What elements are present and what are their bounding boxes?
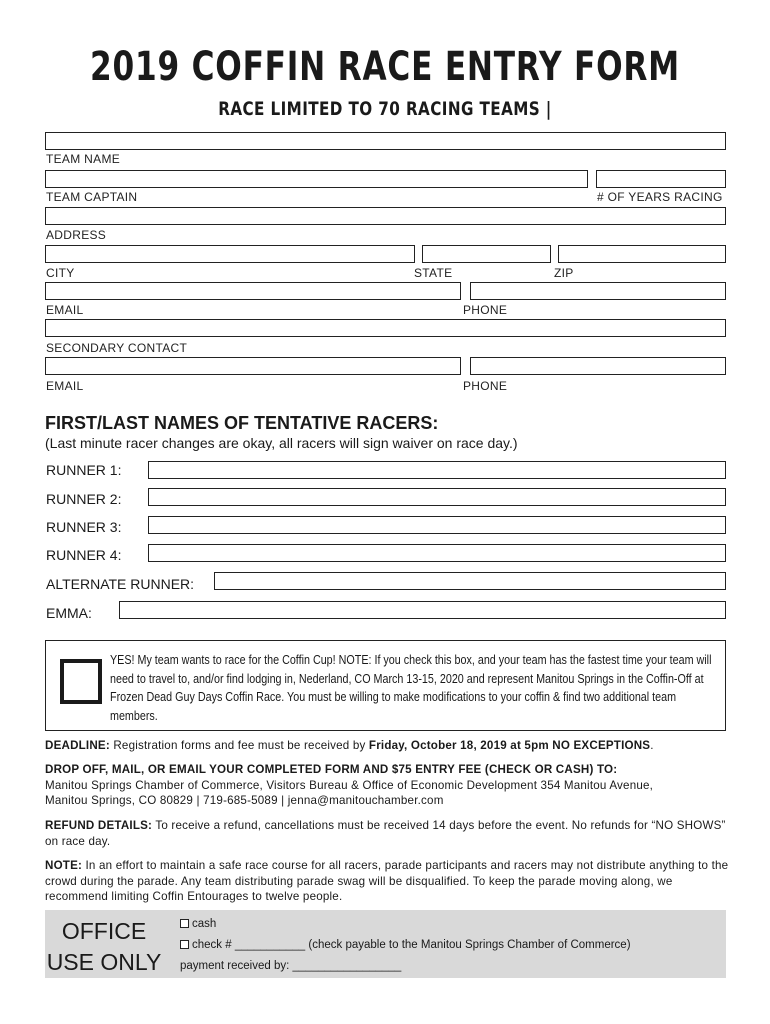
team-name-field[interactable] [45, 132, 726, 150]
state-field[interactable] [422, 245, 551, 263]
refund-label: REFUND DETAILS: [45, 819, 153, 832]
dropoff-paragraph [45, 762, 735, 809]
dropoff-line2: Manitou Springs, CO 80829 | 719-685-5089 | jenna@manitouchamber.com [45, 794, 444, 807]
runner-1-label: RUNNER 1: [46, 462, 122, 478]
refund-text: To receive a refund, cancellations must be received 14 days before the event. No refunds for “NO SHOWS” on race day. [45, 819, 726, 848]
cash-label: cash [192, 918, 217, 930]
check-label: check # ___________ (check payable to the Manitou Springs Chamber of Commerce) [192, 939, 631, 951]
check-checkbox[interactable] [180, 940, 189, 949]
team-captain-field[interactable] [45, 170, 588, 188]
emma-label: EMMA: [46, 605, 92, 621]
team-captain-label: TEAM CAPTAIN [46, 190, 138, 204]
runner-3-field[interactable] [148, 516, 726, 534]
deadline-end: . [650, 739, 654, 752]
phone-label: PHONE [463, 303, 508, 317]
secondary-phone-field[interactable] [470, 357, 726, 375]
note-paragraph [45, 858, 735, 905]
emma-field[interactable] [119, 601, 726, 619]
deadline-label: DEADLINE: [45, 739, 110, 752]
office-use-lines [180, 914, 631, 977]
check-option [180, 935, 631, 956]
racers-heading: FIRST/LAST NAMES OF TENTATIVE RACERS: [45, 413, 439, 433]
zip-label: ZIP [554, 266, 574, 280]
office-use-label [45, 916, 163, 978]
phone-field[interactable] [470, 282, 726, 300]
racers-note: (Last minute racer changes are okay, all racers will sign waiver on race day.) [45, 435, 518, 451]
secondary-contact-label: SECONDARY CONTACT [46, 341, 188, 355]
note-text: In an effort to maintain a safe race course for all racers, parade participants and racers may not distribute anything to the crowd during the parade. Any team distributing parade swag will be disqualified. To keep the parade moving along, we recommend limiting Coffin Entourages to twelve people. [45, 859, 729, 903]
refund-paragraph [45, 818, 735, 849]
email-field[interactable] [45, 282, 461, 300]
cash-option [180, 914, 631, 935]
alternate-runner-label: ALTERNATE RUNNER: [46, 576, 195, 592]
alternate-runner-field[interactable] [214, 572, 726, 590]
form-subtitle: RACE LIMITED TO 70 RACING TEAMS | [218, 98, 552, 120]
dropoff-line1: Manitou Springs Chamber of Commerce, Visitors Bureau & Office of Economic Development 354 Manitou Avenue, [45, 778, 654, 792]
state-label: STATE [414, 266, 453, 280]
office-label-line2: USE ONLY [46, 949, 162, 975]
address-field[interactable] [45, 207, 726, 225]
years-racing-field[interactable] [596, 170, 726, 188]
secondary-contact-field[interactable] [45, 319, 726, 337]
secondary-phone-label: PHONE [463, 379, 508, 393]
runner-2-field[interactable] [148, 488, 726, 506]
coffin-cup-option [45, 640, 726, 731]
city-field[interactable] [45, 245, 415, 263]
years-racing-label: # OF YEARS RACING [597, 190, 723, 204]
city-label: CITY [46, 266, 75, 280]
office-use-panel [45, 910, 726, 978]
office-label-line1: OFFICE [61, 918, 147, 944]
runner-3-label: RUNNER 3: [46, 519, 122, 535]
secondary-email-field[interactable] [45, 357, 461, 375]
secondary-email-label: EMAIL [46, 379, 84, 393]
runner-1-field[interactable] [148, 461, 726, 479]
runner-4-field[interactable] [148, 544, 726, 562]
form-title: 2019 COFFIN RACE ENTRY FORM [89, 44, 681, 90]
cash-checkbox[interactable] [180, 919, 189, 928]
runner-2-label: RUNNER 2: [46, 491, 122, 507]
deadline-text: Registration forms and fee must be received by [109, 739, 369, 752]
team-name-label: TEAM NAME [46, 152, 121, 166]
deadline-paragraph [45, 738, 735, 754]
coffin-cup-text: YES! My team wants to race for the Coffin Cup! NOTE: If you check this box, and your team has the fastest time your team will need to travel to, and/or find lodging in, Nederland, CO March 13-15, 2020 and represent Manitou Springs in the Coffin-Off at Frozen Dead Guy Days Coffin Race. You must be willing to make modifications to your coffin & find two additional team members. [110, 653, 712, 723]
runner-4-label: RUNNER 4: [46, 547, 122, 563]
note-label: NOTE: [45, 859, 83, 872]
coffin-cup-checkbox[interactable] [60, 659, 102, 704]
payment-received: payment received by: _________________ [180, 960, 402, 972]
address-label: ADDRESS [46, 228, 107, 242]
zip-field[interactable] [558, 245, 726, 263]
dropoff-heading: DROP OFF, MAIL, OR EMAIL YOUR COMPLETED FORM AND $75 ENTRY FEE (CHECK OR CASH) TO: [45, 763, 618, 776]
email-label: EMAIL [46, 303, 84, 317]
deadline-date: Friday, October 18, 2019 at 5pm NO EXCEPTIONS [368, 739, 651, 752]
